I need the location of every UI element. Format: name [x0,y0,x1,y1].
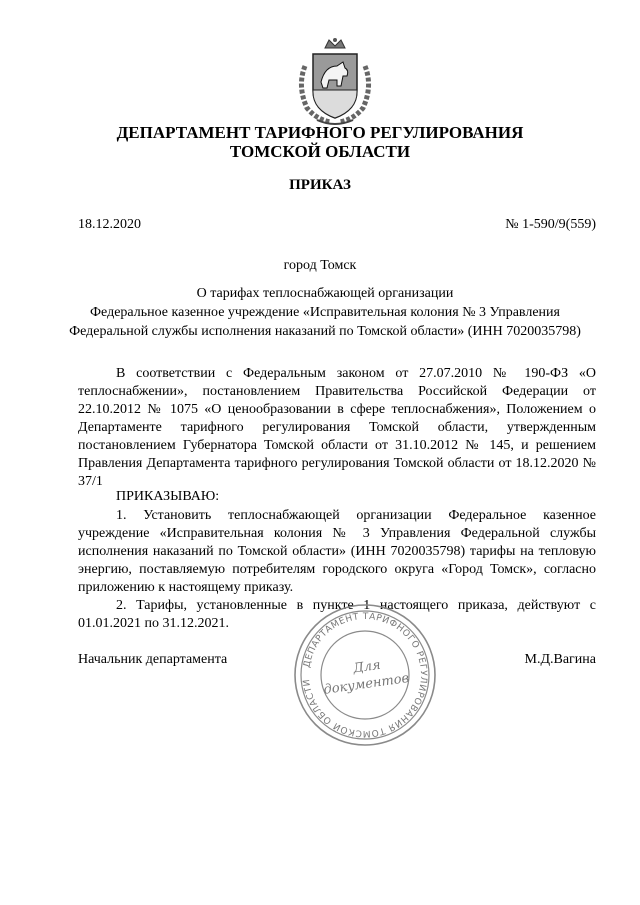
department-title-line1: ДЕПАРТАМЕНТ ТАРИФНОГО РЕГУЛИРОВАНИЯ [116,123,524,142]
document-type-heading: ПРИКАЗ [289,177,351,193]
signatory-name: М.Д.Вагина [524,652,596,667]
subject-line: О тарифах теплоснабжающей организации [196,286,454,301]
coat-of-arms-emblem [291,36,379,128]
preamble-paragraph [78,365,596,491]
stamp-ring-text: ДЕПАРТАМЕНТ ТАРИФНОГО РЕГУЛИРОВАНИЯ ТОМСКОЙ ОБЛАСТИ [302,611,429,739]
subject-line: Федеральное казенное учреждение «Исправительная колония № 3 Управления [90,305,560,320]
order-date: 18.12.2020 [78,217,141,232]
preamble-text: В соответствии с Федеральным законом от 27.07.2010 № 190-ФЗ «О теплоснабжении», постановлением Правительства Российской Федерации от 22.10.2012 № 1075 «О ценообразовании в сфере теплоснабжения», Положением о Департаменте тарифного регулирования Томской области, утвержденным постановлением Губернатора Томской области от 31.10.2012 № 145, и решением Правления Департамента тарифного регулирования Томской области от 18.12.2020 № 37/1 [78,366,596,489]
order-subject [60,284,590,341]
order-item-2: 2. Тарифы, установленные в пункте 1 настоящего приказа, действуют с 01.01.2021 по 31.12.2021. [78,598,596,631]
subject-line: Федеральной службы исполнения наказаний по Томской области» (ИНН 7020035798) [69,324,581,339]
order-number: № 1-590/9(559) [505,217,596,232]
stamp-center-line2: документов [322,670,411,698]
city-line: город Томск [283,258,357,273]
signatory-position: Начальник департамента [78,652,228,667]
order-item-1: 1. Установить теплоснабжающей организации Федеральное казенное учреждение «Исправительная колония № 3 Управления Федеральной службы исполнения наказаний по Томской области» (ИНН 7020035798) тарифы на тепловую энергию, поставляемую потребителям городского округа «Город Томск», согласно приложению к настоящему приказу. [78,508,596,595]
stamp-center-line1: Для [352,657,382,677]
order-word: ПРИКАЗЫВАЮ: [116,489,220,504]
department-title-line2: ТОМСКОЙ ОБЛАСТИ [229,142,411,161]
official-stamp [292,602,438,748]
